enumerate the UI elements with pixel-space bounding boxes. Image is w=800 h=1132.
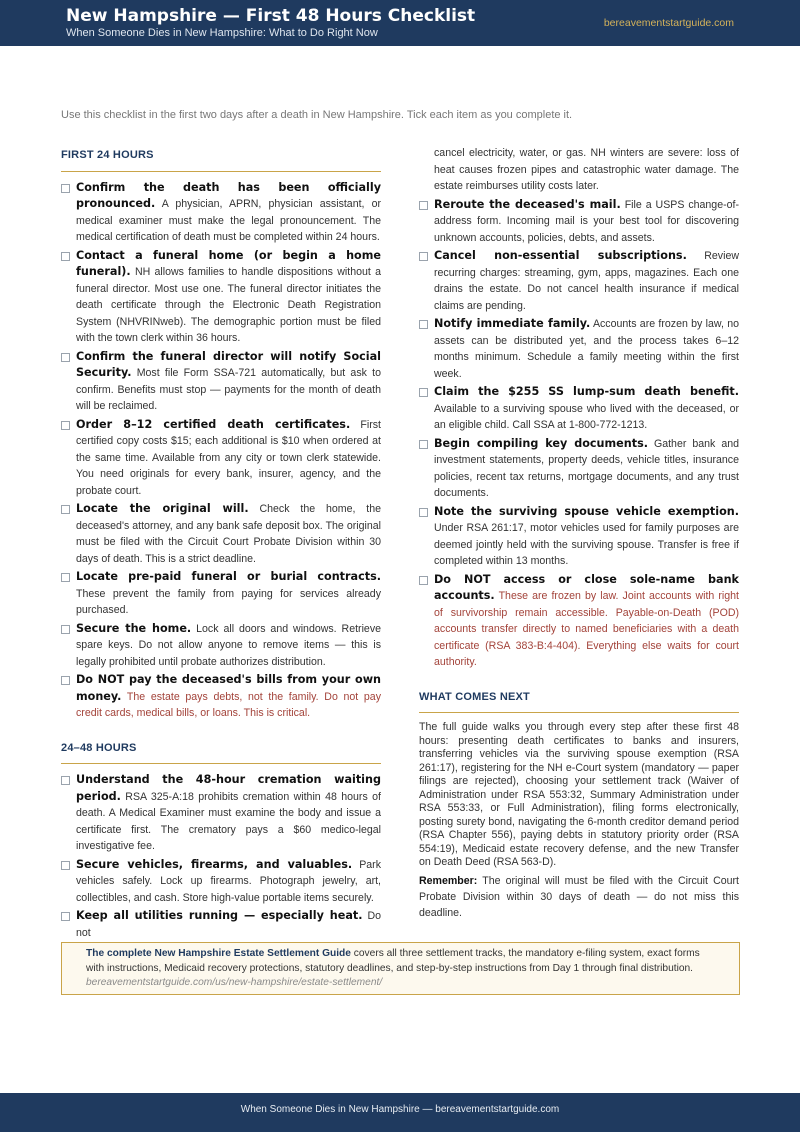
checklist-item bbox=[61, 569, 381, 619]
checklist-item bbox=[61, 908, 381, 941]
right-column bbox=[419, 147, 739, 921]
checklist-item bbox=[61, 417, 381, 500]
checklist-item-title: Locate pre-paid funeral or burial contracts. bbox=[76, 570, 381, 583]
left-column bbox=[61, 147, 381, 943]
checkbox[interactable] bbox=[61, 676, 70, 685]
checklist-item-title: Secure vehicles, firearms, and valuables. bbox=[76, 857, 353, 871]
checklist-item-title: Do NOT access or close sole-name bank accounts. bbox=[434, 572, 739, 602]
checkbox[interactable] bbox=[61, 861, 70, 870]
checklist-item-title: Note the surviving spouse vehicle exemption. bbox=[434, 504, 739, 518]
checkbox[interactable] bbox=[419, 440, 428, 449]
first-24-hours-checklist bbox=[61, 180, 381, 722]
callout-title: The complete New Hampshire Estate Settlement Guide bbox=[86, 948, 351, 959]
header-site-link[interactable]: bereavementstartguide.com bbox=[603, 17, 734, 29]
checklist-item-title: Contact a funeral home (or begin a home funeral). bbox=[76, 248, 381, 278]
checkbox[interactable] bbox=[419, 320, 428, 329]
checklist-item bbox=[61, 180, 381, 246]
checklist-item-title: Cancel non-essential subscriptions. bbox=[434, 249, 687, 262]
checklist-item bbox=[419, 197, 739, 247]
checklist-item-title: Locate the original will. bbox=[76, 502, 249, 515]
checklist-item bbox=[61, 672, 381, 722]
section-heading-first-24-hours: FIRST 24 HOURS bbox=[61, 147, 381, 172]
checklist-item bbox=[61, 621, 381, 671]
checklist-item-description: NH allows families to handle dispositions without a funeral director. Most use one. The funeral director initiates the death certificate through the Electronic Death Registration System (NHVRINweb). The demographic portion must be filed with the town clerk within 36 hours. bbox=[76, 266, 381, 344]
checklist-item-description: File a USPS change-of-address form. Incoming mail is your best tool for discovering unknown accounts, policies, debts, and assets. bbox=[434, 198, 739, 244]
callout-text: covers all three settlement tracks, the mandatory e-filing system, exact forms with instructions, Medicaid recovery protections, statutory deadlines, and step-by-step instructions from Day 1 through final distribution. bbox=[86, 948, 700, 974]
checklist-item bbox=[419, 436, 739, 502]
section-heading-what-comes-next: WHAT COMES NEXT bbox=[419, 689, 739, 714]
checklist-item bbox=[61, 248, 381, 347]
checklist-item-description: Review recurring charges: streaming, gym, apps, magazines. Each one drains the estate. Do not cancel health insurance if medical claims are pending. bbox=[434, 250, 739, 312]
checklist-item bbox=[419, 248, 739, 314]
checklist-item-description: Do not bbox=[76, 910, 381, 939]
checklist-item-title: Keep all utilities running — especially heat. bbox=[76, 909, 363, 922]
checklist-item-title: Reroute the deceased's mail. bbox=[434, 197, 621, 211]
checklist-item bbox=[419, 504, 739, 570]
intro-text: Use this checklist in the first two days after a death in New Hampshire. Tick each item as you complete it. bbox=[61, 109, 573, 121]
checklist-item-description: First certified copy costs $15; each additional is $10 when ordered at the same time. Available from any city or town clerk statewide. You need originals for every bank, insurer, agency, and the probate court. bbox=[76, 418, 381, 497]
checklist-item-title: Confirm the death has been officially pronounced. bbox=[76, 180, 381, 210]
checklist-item-description: Under RSA 261:17, motor vehicles used for family purposes are deemed jointly held with the surviving spouse. Transfer is free if completed within 13 months. bbox=[434, 522, 739, 567]
section-heading-24-48-hours: 24–48 HOURS bbox=[61, 740, 381, 765]
checklist-item-warning: The estate pays debts, not the family. Do not pay credit cards, medical bills, or loans. This is critical. bbox=[76, 690, 381, 719]
checklist-item bbox=[61, 501, 381, 567]
checkbox[interactable] bbox=[61, 912, 70, 921]
24-48-hours-checklist-continued bbox=[419, 197, 739, 671]
remember-note bbox=[419, 873, 739, 921]
checklist-item bbox=[61, 349, 381, 415]
checkbox[interactable] bbox=[61, 421, 70, 430]
checklist-item-title: Confirm the funeral director will notify Social Security. bbox=[76, 349, 381, 379]
checklist-item-title: Notify immediate family. bbox=[434, 317, 591, 330]
checklist-item-title: Understand the 48-hour cremation waiting period. bbox=[76, 773, 381, 803]
remember-label: Remember: bbox=[419, 874, 478, 887]
checklist-item bbox=[419, 572, 739, 671]
checklist-item-title: Begin compiling key documents. bbox=[434, 436, 648, 450]
callout-url-link[interactable]: bereavementstartguide.com/us/new-hampshire/estate-settlement/ bbox=[86, 977, 383, 988]
guide-callout bbox=[61, 942, 740, 995]
24-48-hours-checklist bbox=[61, 772, 381, 941]
checkbox[interactable] bbox=[61, 353, 70, 362]
checklist-item-description: Most file Form SSA-721 automatically, but ask to confirm. Benefits must stop — payments for the month of death will be reclaimed. bbox=[76, 367, 381, 412]
checklist-item-description: Accounts are frozen by law, no assets can be distributed yet, and the process takes 6–12 months minimum. Schedule a family meeting within the first week. bbox=[434, 318, 739, 380]
checkbox[interactable] bbox=[61, 625, 70, 634]
checkbox[interactable] bbox=[61, 573, 70, 582]
checklist-item-title: Order 8–12 certified death certificates. bbox=[76, 417, 351, 431]
page-header bbox=[0, 0, 800, 46]
utilities-item-continuation: cancel electricity, water, or gas. NH winters are severe: loss of heat causes frozen pipes and catastrophic water damage. The estate reimburses utility costs later. bbox=[434, 147, 739, 192]
checklist-item-description: RSA 325-A:18 prohibits cremation within 48 hours of death. A Medical Examiner must examine the body and issue a certificate first. The crematory pays a $60 medico-legal investigative fee. bbox=[76, 790, 381, 852]
checkbox[interactable] bbox=[61, 505, 70, 514]
page-footer bbox=[0, 1093, 800, 1132]
footer-text: When Someone Dies in New Hampshire — bereavementstartguide.com bbox=[240, 1104, 560, 1115]
page-title: New Hampshire — First 48 Hours Checklist bbox=[66, 6, 476, 26]
checkbox[interactable] bbox=[61, 184, 70, 193]
what-comes-next-text: The full guide walks you through every step after these first 48 hours: presenting death certificates to banks and insurers, transferring vehicles via the surviving spouse exemption (RSA 261:17), registering for the NH e-Court system (mandatory — paper filings are rejected), choosing your settlement track (Waiver of Administration under RSA 553:32, Summary Administration under RSA 553:33, or Full Administration), filing forms electronically, posting surety bond, navigating the 6-month creditor demand period (RSA Chapter 556), paying debts in statutory priority order (RSA 554:19), Medicaid estate recovery defense, and the new Transfer on Death Deed (RSA 563-D). bbox=[419, 721, 739, 868]
checklist-item-title: Secure the home. bbox=[76, 621, 192, 635]
checklist-item bbox=[61, 772, 381, 855]
checkbox[interactable] bbox=[419, 201, 428, 210]
checklist-item-description: Gather bank and investment statements, property deeds, vehicle titles, insurance policies, recent tax returns, mortgage documents, and any trust documents. bbox=[434, 437, 739, 499]
checklist-item bbox=[419, 316, 739, 382]
checkbox[interactable] bbox=[419, 508, 428, 517]
page-subtitle: When Someone Dies in New Hampshire: What to Do Right Now bbox=[66, 27, 378, 39]
checklist-item-description: Lock all doors and windows. Retrieve spare keys. Do not allow anyone to remove items — this is legally prohibited until probate authorizes distribution. bbox=[76, 622, 382, 668]
checklist-item-description: Park vehicles safely. Lock up firearms. Photograph jewelry, art, collectibles, and cash. Store high-value portable items securely. bbox=[76, 858, 381, 904]
checklist-item-description: These prevent the family from paying for services already purchased. bbox=[76, 587, 381, 616]
checkbox[interactable] bbox=[61, 776, 70, 785]
checklist-item-description: A physician, APRN, physician assistant, or medical examiner must make the legal pronouncement. The medical certification of death must be completed within 24 hours. bbox=[76, 198, 381, 243]
checkbox[interactable] bbox=[419, 388, 428, 397]
checklist-item-title: Do NOT pay the deceased's bills from your own money. bbox=[76, 673, 381, 703]
checkbox[interactable] bbox=[419, 252, 428, 261]
checklist-item-title: Claim the $255 SS lump-sum death benefit. bbox=[434, 385, 739, 398]
checklist-item-description: Check the home, the deceased's attorney, and any bank safe deposit box. The original must be filed with the Circuit Court Probate Division within 30 days of death. This is a strict deadline. bbox=[76, 503, 381, 565]
checklist-item bbox=[419, 384, 739, 434]
remember-text: The original will must be filed with the Circuit Court Probate Division within 30 days of death — do not miss this deadline. bbox=[419, 874, 739, 919]
checklist-item-warning: These are frozen by law. Joint accounts with right of survivorship remain accessible. Payable-on-Death (POD) accounts transfer directly to named beneficiaries with a death certificate (RSA 383-B:4-404). Everything else waits for court authority. bbox=[434, 590, 739, 668]
checklist-item-description: Available to a surviving spouse who lived with the deceased, or an eligible child. Call SSA at 1-800-772-1213. bbox=[434, 402, 739, 431]
checkbox[interactable] bbox=[419, 576, 428, 585]
checklist-item bbox=[61, 857, 381, 907]
checkbox[interactable] bbox=[61, 252, 70, 261]
